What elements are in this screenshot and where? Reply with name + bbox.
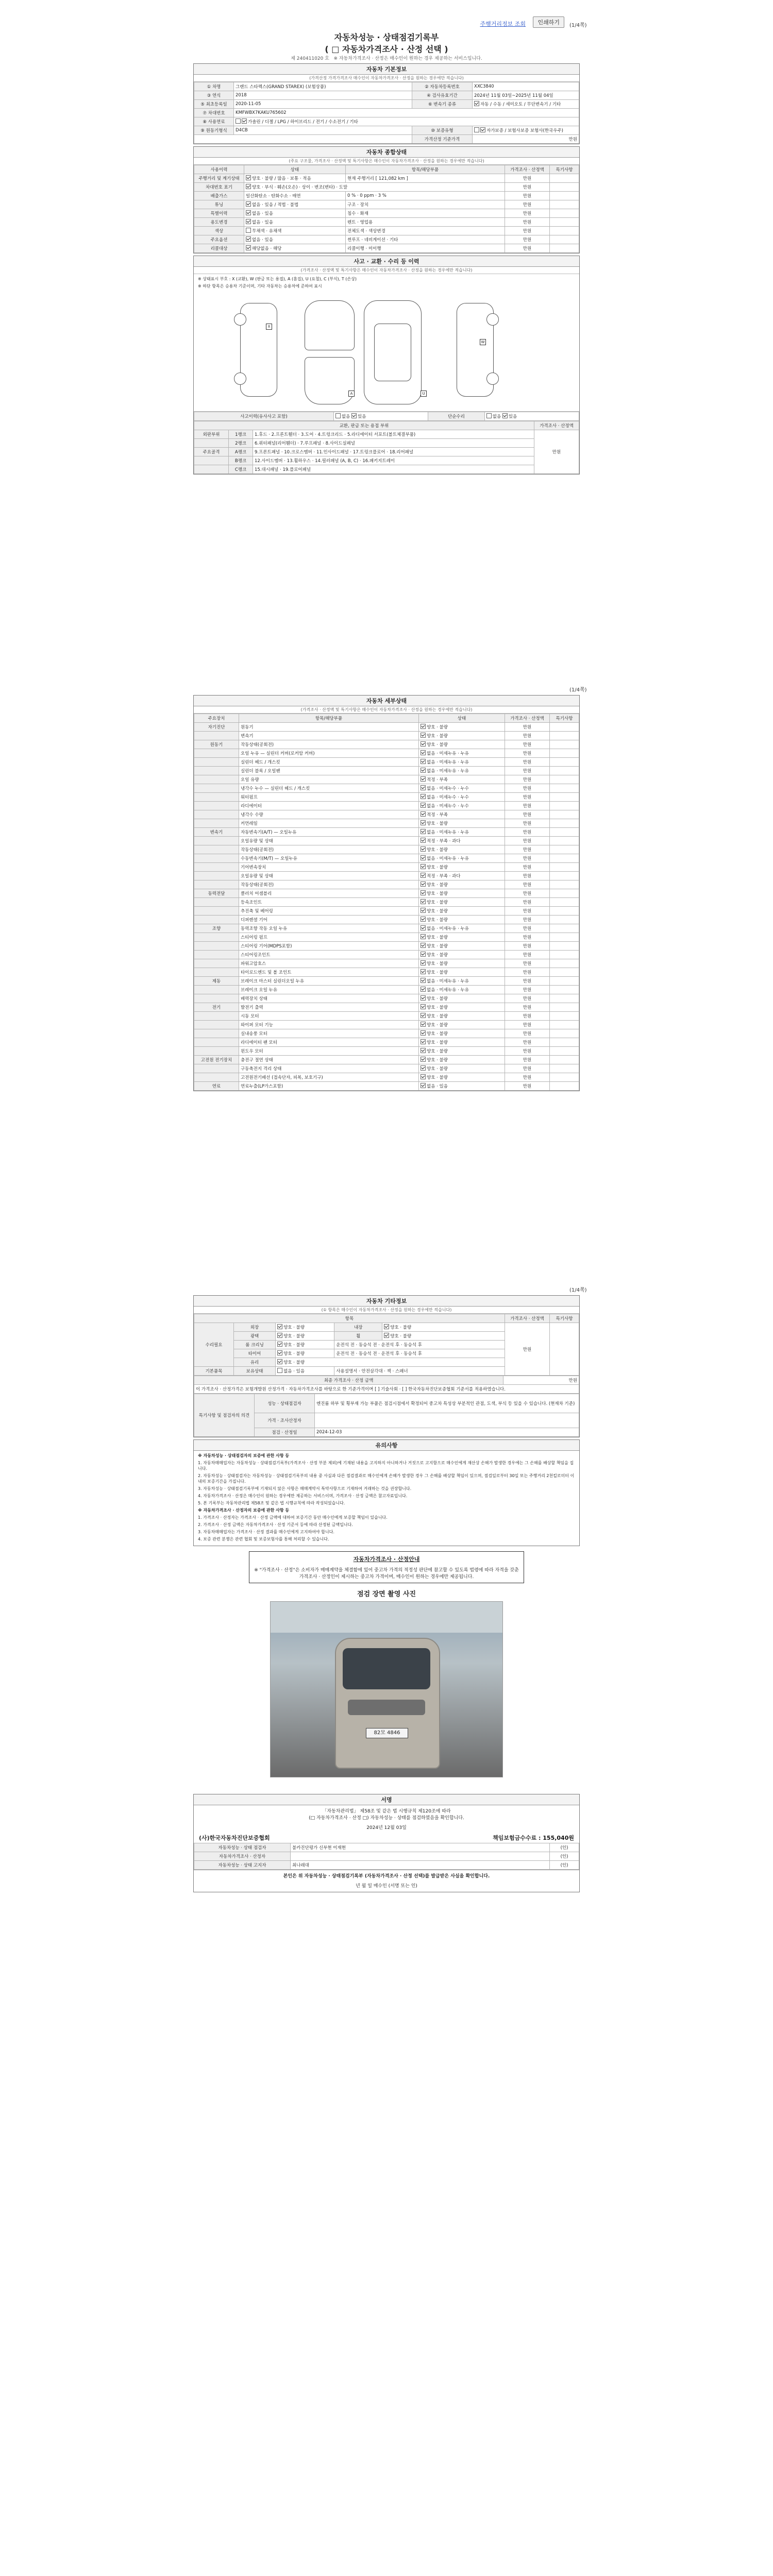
detail-row: 스티어링 기어(MDPS포함) 양호 · 불량 만원 <box>194 942 579 951</box>
top-bar <box>193 14 580 27</box>
signature-footer-date: 년 월 일 매수인 (서명 또는 인) <box>356 1884 417 1889</box>
photo-title: 점검 장면 촬영 사진 <box>357 1590 416 1598</box>
detail-row: 시동 모터 양호 · 불량 만원 <box>194 1012 579 1021</box>
etc-subtitle: (① 항목은 매수인이 자동차가격조사 · 산정을 원하는 경우에만 적습니다) <box>194 1307 579 1314</box>
detail-row: 윈도우 모터 양호 · 불량 만원 <box>194 1047 579 1056</box>
detail-row: 오일유량 및 상태 적정 · 부족 · 과다 만원 <box>194 872 579 880</box>
van-grille <box>348 1700 425 1715</box>
detail-row: 수동변속기(M/T) — 오일누유 없음 · 미세누유 · 누유 만원 <box>194 854 579 863</box>
etc-table: 항목 가격조사 · 산정액 특기사항 수리필요 외장 양호 · 불량 내장 양호 · 불량 만원 광택 양호 · 불량 휠 양호 · 불량 룸 크리닝 양호 · 불량 운전석 전 · 동승석 전 · 운전석 후 · 동승석 후 타이어 양호 · 불량 운전석 전 · 동승석 전 · 운전석 후 · 동승석 후 유리 양호 · 불량 기본품목 보유상태 없음 · 있음 사용설명서 · 안전삼각대 · 잭 · 스패너 <box>194 1314 579 1376</box>
detail-row: 워터펌프 없음 · 미세누수 · 누수 만원 <box>194 793 579 802</box>
detail-row: 추진축 및 베어링 양호 · 불량 만원 <box>194 907 579 916</box>
detail-title: 자동차 세부상태 <box>194 696 579 706</box>
accident-title: 사고 · 교환 · 수리 등 이력 <box>194 256 579 267</box>
overall-state-title: 자동차 종합상태 <box>194 147 579 158</box>
overall-state-subtitle: (주요 구조물, 가격조사 · 산정액 및 특기사항은 매수인이 자동차가격조사 · 산정을 원하는 경우에만 적습니다) <box>194 158 579 165</box>
guide-notes: ※ 자동차성능 · 상태점검자의 보증에 관한 사항 등 1. 자동차매매업자는 자동차성능 · 상태점검기록부(가격조사 · 산정 부분 제외)에 기재된 내용을 고지하지 아니하거나 거짓으로 고지함으로 매수인에게 재산상 손해가 발생한 경우에는 그 손해를 배상할 책임을 집니다. 2. 자동차성능 · 상태점검자는 자동차성능 · 상태점검기록부의 내용 중 사실과 다른 점검결과로 매수인에게 손해가 발생한 경우 그 손해를 배상할 책임이 있으며, 점검일로부터 30일 또는 주행거리 2천킬로미터 이내의 보증기간을 가집니다. 3. 자동차성능 · 상태점검기록부에 기재되지 않은 사항은 매매계약서 특약사항으로 기재하여 거래하는 것을 권장합니다. 4. 자동차가격조사 · 산정은 매수인이 원하는 경우에만 제공하는 서비스이며, 가격조사 · 산정 금액은 참고자료입니다. 5. 본 기록부는 자동차관리법 제58조 및 같은 법 시행규칙에 따라 작성되었습니다. ※ 자동차가격조사 · 산정자의 보증에 관한 사항 등 1. 가격조사 · 산정자는 가격조사 · 산정 금액에 대하여 보증기간 동안 매수인에게 보증할 책임이 있습니다. 2. 가격조사 · 산정 금액은 자동차가격조사 · 산정 기준서 등에 따라 산정된 금액입니다. 3. 자동차매매업자는 가격조사 · 산정 결과를 매수인에게 고지하여야 합니다. 4. 보증 관련 분쟁은 관련 협회 및 보증보험사를 통해 처리할 수 있습니다. <box>198 1453 575 1541</box>
detail-row: 와이퍼 모터 기능 양호 · 불량 만원 <box>194 1021 579 1029</box>
accident-history-table: 사고이력(유사사고 포함) 없음 있음 단순수리 없음 있음 <box>194 412 579 421</box>
etc-section <box>193 1295 580 1437</box>
price-notice-title: 자동차가격조사 · 산정안내 <box>353 1556 420 1563</box>
page-3 <box>193 1293 580 1894</box>
detail-row: 오일 유량 적정 · 부족 만원 <box>194 775 579 784</box>
detail-row: 전기 발전기 출력 양호 · 불량 만원 <box>194 1003 579 1012</box>
page-number: (1/4쪽) <box>569 23 587 28</box>
detail-table: 주요장치 항목/해당부품 상태 가격조사 · 산정액 특기사항 자기진단 원동기 양호 · 불량 만원 변속기 양호 · 불량 만원 원동기 작동상태(공회전) 양호 · 불량 만원 오일 누유 — 실린더 커버(로커암 커버) 없음 · 미세누유 · 누유 만원 실린더 헤드 / 개스킷 없음 · 미세누유 · 누유 만원 실린더 블록 / 오일팬 없음 · 미세누유 · 누유 만원 오일 유량 적정 · 부족 만원 냉각수 누수 — 실린더 헤드 / 개스킷 없음 · 미세누수 · 누수 만원 워터펌프 없음 · 미세누수 · 누수 만원 라디에이터 없음 · 미세누수 · 누수 만원 냉각수 수량 적정 · 부족 만원 커먼레일 양호 · 불량 만원 변속기 자동변속기(A/T) — 오일누유 없음 · 미세누유 · 누유 만원 오일유량 및 상태 적정 · 부족 · 과다 만원 작동상태(공회전) 양호 · 불량 만원 수동변속기(M/T) — 오일누유 없음 · 미세누유 · 누유 만원 기어변속장치 양호 · 불량 만원 오일유량 및 상태 적정 · 부족 · 과다 만원 작동상태(공회전) 양호 · 불량 만원 동력전달 클러치 어셈블리 양호 · 불량 만원 등속조인트 양호 · 불량 만원 추진축 및 베어링 양호 · 불량 만원 디퍼렌셜 기어 양호 · 불량 만원 조향 동력조향 작동 오일 누유 없음 · 미세누유 · 누유 만원 스티어링 펌프 양호 · 불량 만원 스티어링 기어(MDPS포함) 양호 · 불량 만원 스티어링조인트 양호 · 불량 만원 파워고압호스 양호 · 불량 만원 타이로드엔드 및 볼 조인트 양호 · 불량 만원 제동 브레이크 마스터 실린더오일 누유 없음 · 미세누유 · 누유 만원 브레이크 오일 누유 없음 · 미세누유 · 누유 만원 배력장치 상태 양호 · 불량 만원 전기 발전기 출력 양호 · 불량 만원 시동 모터 양호 · 불량 만원 와이퍼 모터 기능 양호 · 불량 만원 실내송풍 모터 양호 · 불량 만원 라디에이터 팬 모터 양호 · 불량 만원 윈도우 모터 양호 · 불량 만원 고전원 전기장치 충전구 절연 상태 양호 · 불량 만원 구동축전지 격리 상태 양호 · 불량 만원 고전원전기배선 (접속단자, 피복, 보호기구) 양호 · 불량 만원 연료 연료누출(LP가스포함) 없음 · 있음 만원 <box>194 714 579 1091</box>
detail-row: 제동 브레이크 마스터 실린더오일 누유 없음 · 미세누유 · 누유 만원 <box>194 977 579 986</box>
car-rear-view <box>305 357 355 404</box>
detail-row: 디퍼렌셜 기어 양호 · 불량 만원 <box>194 916 579 924</box>
signature-footer: 본인은 위 자동차성능 · 상태점검기록부 (자동차가격조사 · 산정 선택)를 발급받은 사실을 확인합니다. <box>194 1870 579 1881</box>
print-button[interactable]: 인쇄하기 <box>533 16 564 28</box>
detail-row: 기어변속장치 양호 · 불량 만원 <box>194 863 579 872</box>
damage-mark: U <box>421 391 427 397</box>
detail-row: 브레이크 오일 누유 없음 · 미세누유 · 누유 만원 <box>194 986 579 994</box>
detail-row: 조향 동력조향 작동 오일 누유 없음 · 미세누유 · 누유 만원 <box>194 924 579 933</box>
page-number: (1/4쪽) <box>569 687 587 693</box>
page-1 <box>193 29 580 477</box>
car-front-view <box>305 300 355 350</box>
detail-row: 라디에이터 없음 · 미세누수 · 누수 만원 <box>194 802 579 810</box>
wheel-icon <box>234 372 246 385</box>
detail-row: 오일유량 및 상태 적정 · 부족 · 과다 만원 <box>194 837 579 845</box>
document-subtitle: ( □ 자동차가격조사 · 산정 선택 ) <box>325 44 448 54</box>
detail-row: 냉각수 수량 적정 · 부족 만원 <box>194 810 579 819</box>
remarks-table: 특기사항 및 점검자의 의견 성능 · 상태점검자 엔진룸 하부 및 횡부재 가능 부품은 점검시점에서 확정되어 중고차 특성상 부분적인 관점, 도색, 부식 등 있을 수 있습니다. (현재차 기준) 가격 · 조사산정자 점검 · 산정일 2024-12-03 <box>194 1394 579 1437</box>
document-number: 제 240411020 호 ※ 자동차가격조사 · 산정은 매수인이 원하는 경우 제공하는 서비스입니다. <box>291 56 482 61</box>
signature-section <box>193 1794 580 1892</box>
signature-law: 「자동차관리법」 제58조 및 같은 법 시행규칙 제120조에 따라 (□ 자동차가격조사 · 산정 □) 자동차성능 · 상태를 점검하였음을 확인합니다. 2024년 12월 03일 <box>309 1809 464 1831</box>
van-windshield <box>343 1648 430 1689</box>
detail-section <box>193 695 580 1091</box>
license-plate: 82모 4846 <box>366 1728 408 1738</box>
guide-section <box>193 1439 580 1546</box>
detail-subtitle: (가격조사 · 산정액 및 특기사항은 매수인이 자동차가격조사 · 산정을 원하는 경우에만 적습니다) <box>194 706 579 714</box>
detail-row: 작동상태(공회전) 양호 · 불량 만원 <box>194 845 579 854</box>
detail-row: 스티어링조인트 양호 · 불량 만원 <box>194 951 579 959</box>
final-price-table: 최종 가격조사 · 산정 금액 만원 이 가격조사 · 산정가격은 보험개발원 산정가격 · 자동차가격조사를 바탕으로 한 기준가격이며 [ ] 기술사회 · [ ] 한국자동차진단보증협회 기준서를 적용하였습니다. <box>194 1376 579 1394</box>
car-diagram <box>194 293 579 412</box>
detail-row: 오일 누유 — 실린더 커버(로커암 커버) 없음 · 미세누유 · 누유 만원 <box>194 749 579 758</box>
detail-row: 실내송풍 모터 양호 · 불량 만원 <box>194 1029 579 1038</box>
photo-ceiling <box>271 1602 502 1633</box>
detail-row: 스티어링 펌프 양호 · 불량 만원 <box>194 933 579 942</box>
detail-row: 고전원 전기장치 충전구 절연 상태 양호 · 불량 만원 <box>194 1056 579 1064</box>
parts-table: 교환, 판금 또는 용접 부위 가격조사 · 산정액 외판부위 1랭크 1.후드 · 2.프론트휀더 · 3.도어 · 4.트렁크리드 · 5.라디에이터 서포트(볼트체결부품) 만원 2랭크 6.쿼터패널(리어휀더) · 7.루프패널 · 8.사이드실패널 주요골격 A랭크 9.프론트패널 · 10.크로스멤버 · 11.인사이드패널 · 17.트렁크플로어 · 18.리어패널 B랭크 12.사이드멤버 · 13.휠하우스 · 14.필러패널 (A, B, C) · 16.패키지트레이 C랭크 15.대시패널 · 19.플로어패널 <box>194 421 579 474</box>
basic-info-table: ① 차명 그랜드 스타렉스(GRAND STAREX) (보험상품) ② 자동차등록번호 XXC3840 ③ 연식 2018 ④ 검사유효기간 2024년 11월 03일~2025년 11월 04일 ⑤ 최초등록일 2020-11-05 ⑥ 변속기 종류 자동 / 수동 / 세미오토 / 무단변속기 / 기타 ⑦ 차대번호 KMFWBX7KAKU765602 ⑧ 사용연료 가솔린 / 디젤 / LPG / 하이브리드 / 전기 / 수소전기 / 기타 ⑨ 원동기형식 D4CB ⑩ 보증유형 자가보증 / 보험사보증 보험사(한국우주) 가격산정 기준가격 만원 <box>194 82 579 144</box>
car-roof <box>374 324 411 381</box>
detail-row: 변속기 자동변속기(A/T) — 오일누유 없음 · 미세누유 · 누유 만원 <box>194 828 579 837</box>
detail-row: 냉각수 누수 — 실린더 헤드 / 개스킷 없음 · 미세누수 · 누수 만원 <box>194 784 579 793</box>
price-notice-text: ※ "가격조사 · 산정"은 소비자가 매매계약을 체결함에 있어 중고차 가격의 적정성 판단에 참고할 수 있도록 법령에 따라 자격을 갖춘 가격조사 · 산정인이 제시하는 중고차 가격이며, 매수인이 원하는 경우에만 제공됩니다. <box>254 1568 519 1580</box>
detail-row: 동력전달 클러치 어셈블리 양호 · 불량 만원 <box>194 889 579 898</box>
damage-mark: A <box>348 391 355 397</box>
detail-row: 타이로드엔드 및 볼 조인트 양호 · 불량 만원 <box>194 968 579 977</box>
guide-title: 유의사항 <box>194 1440 579 1451</box>
accident-subtitle: (가격조사 · 산정액 및 특기사항은 매수인이 자동차가격조사 · 산정을 원하는 경우에만 적습니다) <box>194 267 579 274</box>
overall-state-section <box>193 146 580 253</box>
etc-title: 자동차 기타정보 <box>194 1296 579 1307</box>
damage-mark: W <box>480 339 486 345</box>
basic-info-section <box>193 63 580 144</box>
detail-row: 고전원전기배선 (접속단자, 피복, 보호기구) 양호 · 불량 만원 <box>194 1073 579 1082</box>
fee: 책임보험금수수료 : 155,040원 <box>493 1835 574 1841</box>
inspection-photo <box>270 1601 503 1777</box>
signature-company-row <box>194 1833 579 1843</box>
basic-info-title: 자동차 기본정보 <box>194 64 579 75</box>
detail-row: 작동상태(공회전) 양호 · 불량 만원 <box>194 880 579 889</box>
detail-row: 실린더 헤드 / 개스킷 없음 · 미세누유 · 누유 만원 <box>194 758 579 767</box>
wheel-icon <box>234 313 246 326</box>
damage-mark: X <box>266 324 272 330</box>
detail-row: 구동축전지 격리 상태 양호 · 불량 만원 <box>194 1064 579 1073</box>
page-number: (1/4쪽) <box>569 1287 587 1293</box>
overall-state-table: 사용이력 상태 항목/해당부품 가격조사 · 산정액 특기사항 주행거리 및 계기상태 양호 · 불량 / 많음 · 보통 · 적음 현재 주행거리 [ 121,082 km ] 만원 차대번호 표기 양호 · 부식 · 훼손(오손) · 상이 · 변조(변타) · 도말 만원 배출가스 일산화탄소 · 탄화수소 · 매연 0 % · 0 ppm · 3 % 만원 튜닝 없음 · 있음 / 적법 · 불법 구조 · 장치 만원 특별이력 없음 · 있음 침수 · 화재 만원 용도변경 없음 · 있음 렌트 · 영업용 만원 색상 무채색 · 유채색 전체도색 · 색상변경 만원 주요옵션 없음 · 있음 썬루프 · 네비게이션 · 기타 만원 리콜대상 해당없음 · 해당 리콜이행 · 미이행 만원 <box>194 165 579 253</box>
detail-row: 변속기 양호 · 불량 만원 <box>194 732 579 740</box>
detail-row: 실린더 블록 / 오일팬 없음 · 미세누유 · 누유 만원 <box>194 767 579 775</box>
basic-info-subtitle: (가격산정 가격가격조사 매수인이 자동차가격조사 · 산정을 원하는 경우에만 적습니다) <box>194 75 579 82</box>
detail-row: 라디에이터 팬 모터 양호 · 불량 만원 <box>194 1038 579 1047</box>
detail-row: 파워고압호스 양호 · 불량 만원 <box>194 959 579 968</box>
detail-row: 커먼레일 양호 · 불량 만원 <box>194 819 579 828</box>
detail-row: 배력장치 상태 양호 · 불량 만원 <box>194 994 579 1003</box>
detail-row: 연료 연료누출(LP가스포함) 없음 · 있음 만원 <box>194 1082 579 1091</box>
wheel-icon <box>486 313 499 326</box>
signature-table: 자동차성능 · 상태 점검자 불카진단평가 신부현 이재현 (인) 자동차가격조사 · 산정자 (인) 자동차성능 · 상태 고지자 최나래대 (인) <box>194 1843 579 1870</box>
company-name: (사)한국자동차진단보증협회 <box>199 1835 270 1841</box>
detail-row: 자기진단 원동기 양호 · 불량 만원 <box>194 723 579 732</box>
accident-notes: ※ 상태표시 부호 : X (교환), W (판금 또는 용접), A (흠집), U (요철), C (부식), T (손상) ※ 하단 항목은 승용차 기준이며, 기타 자동차는 승용차에 준하여 표시 <box>198 277 357 289</box>
mileage-link[interactable]: 주행거리정보 조회 <box>480 21 526 27</box>
signature-title: 서명 <box>194 1794 579 1805</box>
wheel-icon <box>486 372 499 385</box>
page-2 <box>193 693 580 1093</box>
detail-row: 원동기 작동상태(공회전) 양호 · 불량 만원 <box>194 740 579 749</box>
document-title: 자동차성능 · 상태점검기록부 <box>334 32 439 42</box>
price-notice-box <box>249 1551 524 1583</box>
detail-row: 등속조인트 양호 · 불량 만원 <box>194 898 579 907</box>
accident-section <box>193 256 580 474</box>
